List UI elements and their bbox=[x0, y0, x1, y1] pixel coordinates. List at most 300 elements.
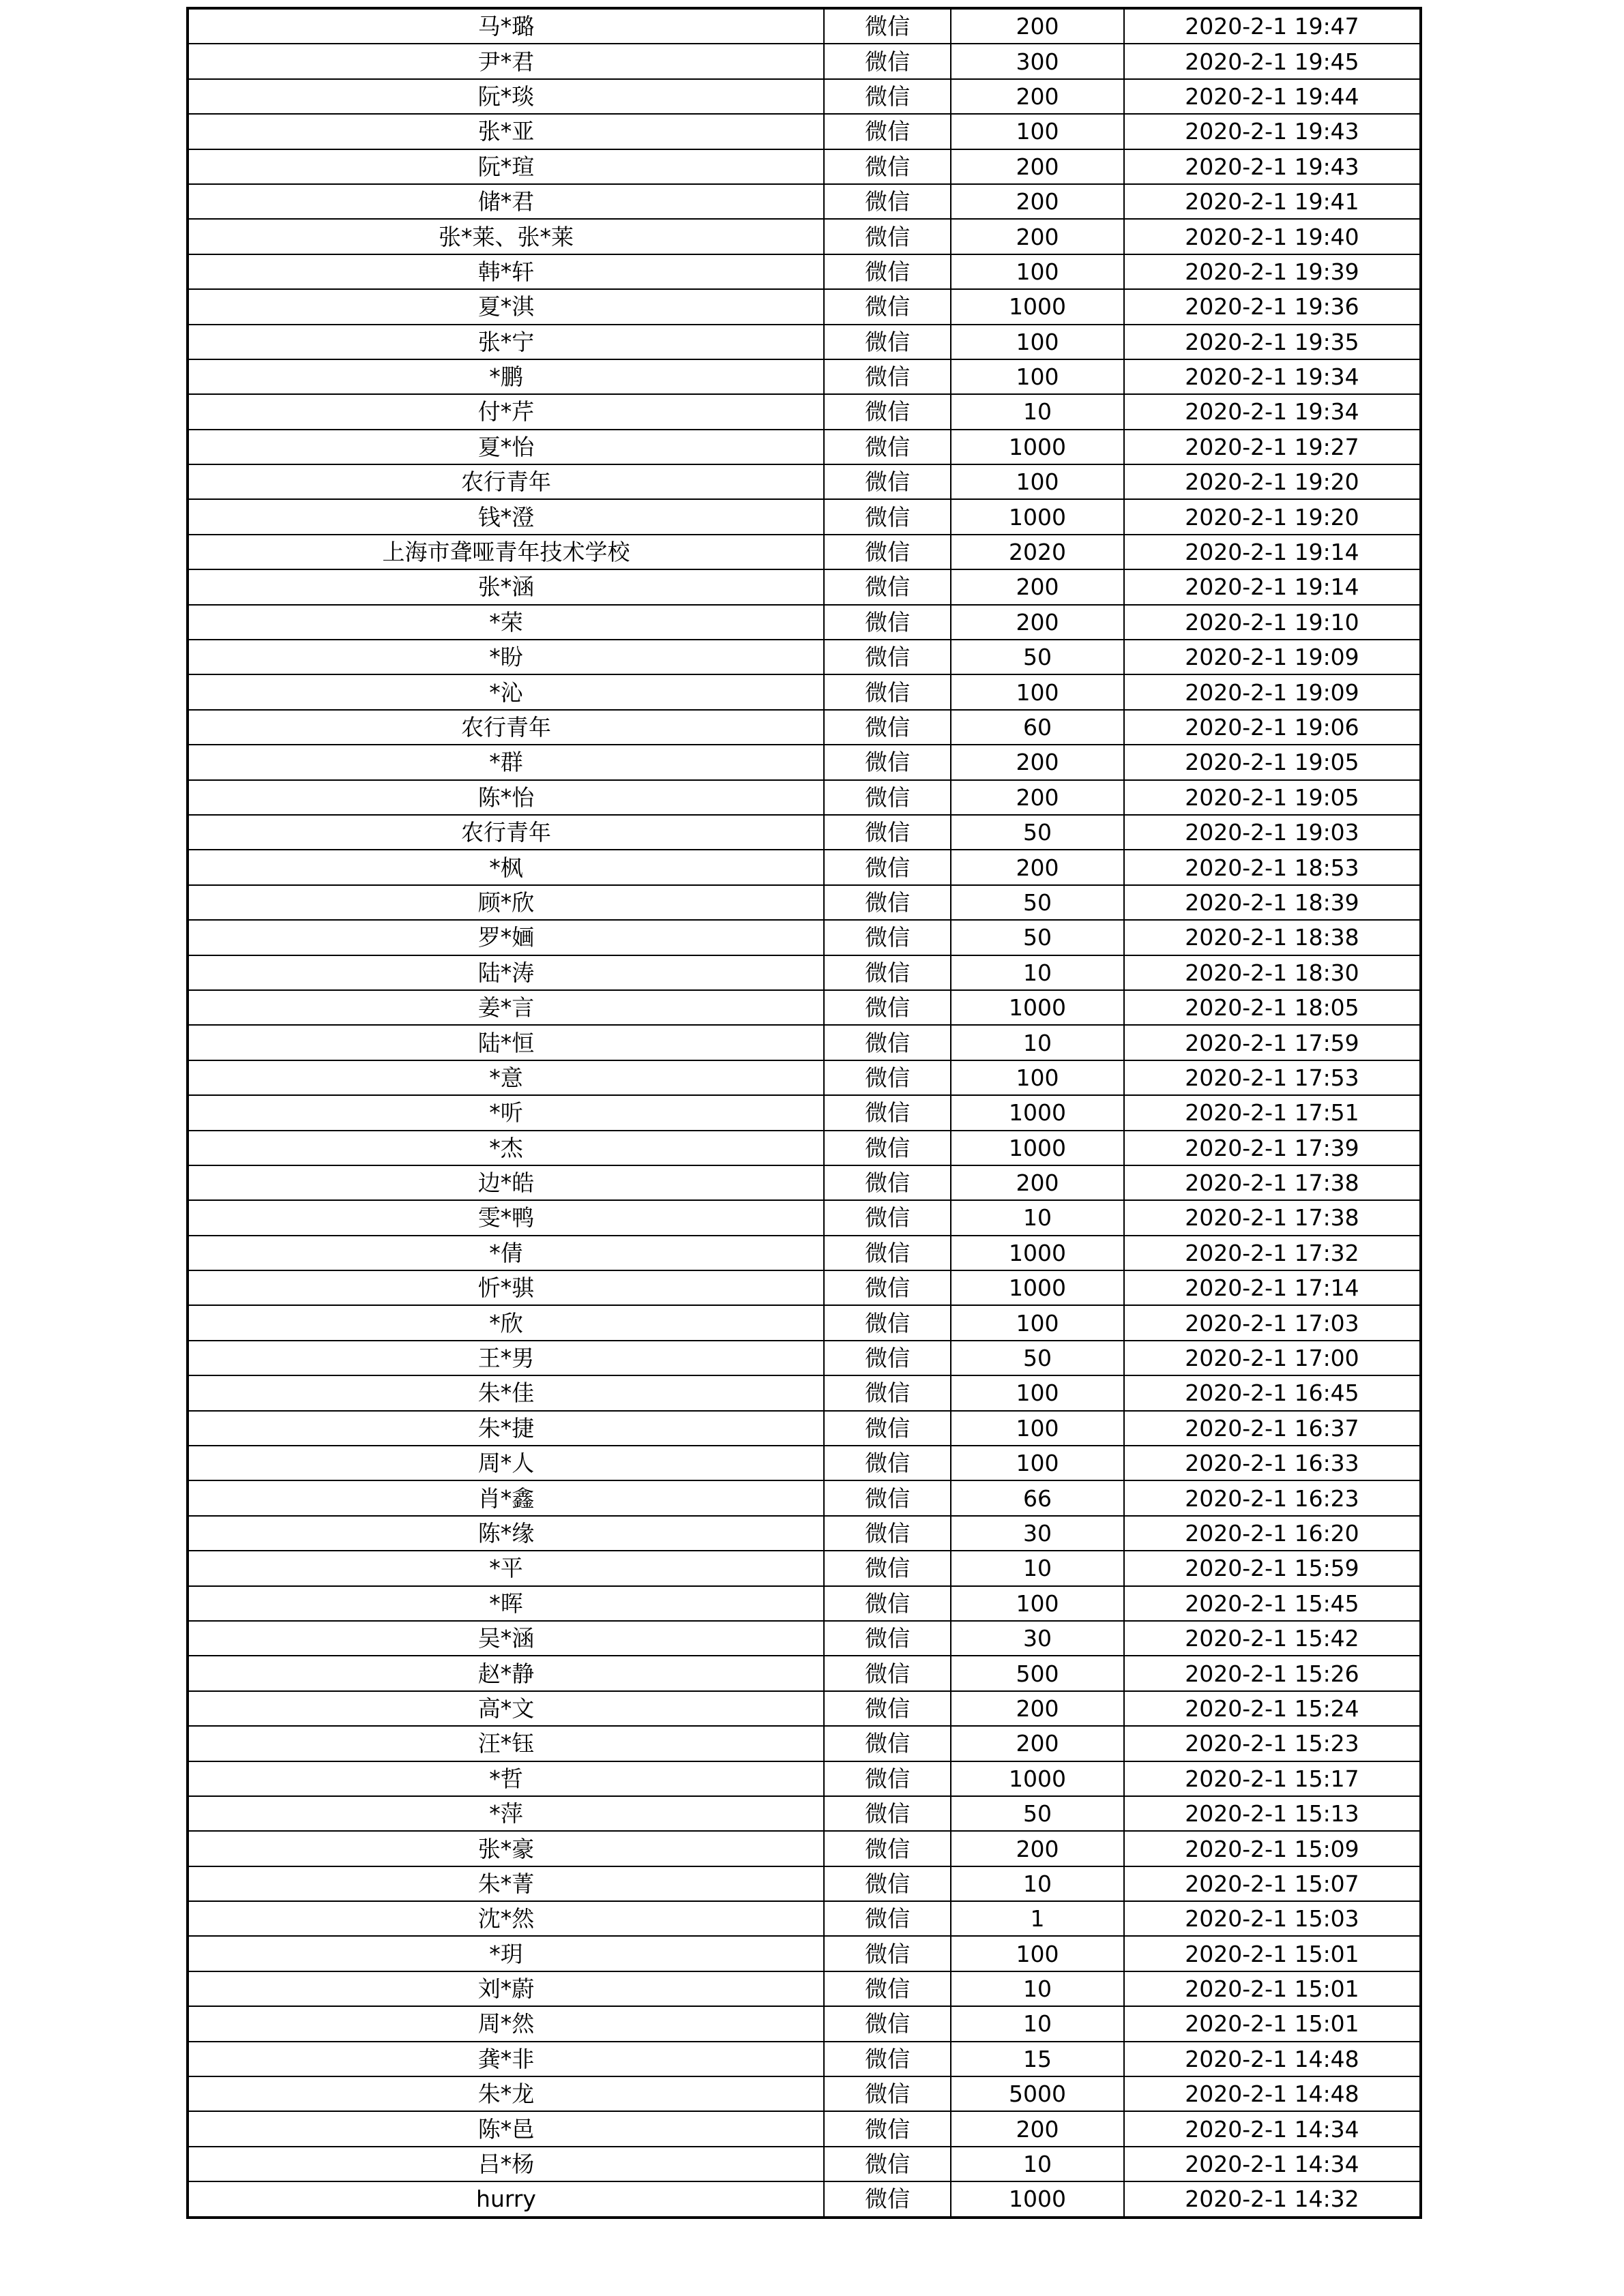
amount-cell: 50 bbox=[951, 920, 1124, 955]
amount-cell: 200 bbox=[951, 184, 1124, 219]
timestamp-cell: 2020-2-1 18:30 bbox=[1124, 955, 1421, 990]
table-row bbox=[188, 8, 1421, 44]
timestamp-cell: 2020-2-1 19:47 bbox=[1124, 8, 1421, 44]
payment-method-cell: 微信 bbox=[824, 2111, 951, 2146]
payment-method-cell: 微信 bbox=[824, 2076, 951, 2111]
payment-method-cell: 微信 bbox=[824, 920, 951, 955]
payment-method-cell: 微信 bbox=[824, 219, 951, 254]
table-row bbox=[188, 674, 1421, 709]
payment-method-cell: 微信 bbox=[824, 430, 951, 464]
timestamp-cell: 2020-2-1 17:38 bbox=[1124, 1200, 1421, 1235]
donor-name-cell: 钱*澄 bbox=[188, 499, 824, 534]
payment-method-cell: 微信 bbox=[824, 1551, 951, 1585]
table-row bbox=[188, 2076, 1421, 2111]
timestamp-cell: 2020-2-1 15:07 bbox=[1124, 1866, 1421, 1901]
amount-cell: 200 bbox=[951, 1831, 1124, 1866]
timestamp-cell: 2020-2-1 15:03 bbox=[1124, 1901, 1421, 1936]
table-row bbox=[188, 1446, 1421, 1480]
timestamp-cell: 2020-2-1 19:41 bbox=[1124, 184, 1421, 219]
donor-name-cell: 沈*然 bbox=[188, 1901, 824, 1936]
payment-method-cell: 微信 bbox=[824, 1131, 951, 1165]
payment-method-cell: 微信 bbox=[824, 640, 951, 674]
table-row bbox=[188, 605, 1421, 640]
donor-name-cell: 付*芹 bbox=[188, 394, 824, 429]
amount-cell: 50 bbox=[951, 815, 1124, 850]
table-row bbox=[188, 1025, 1421, 1060]
timestamp-cell: 2020-2-1 19:10 bbox=[1124, 605, 1421, 640]
table-row bbox=[188, 2181, 1421, 2217]
table-row bbox=[188, 289, 1421, 324]
table-row bbox=[188, 1726, 1421, 1761]
amount-cell: 10 bbox=[951, 1025, 1124, 1060]
table-row bbox=[188, 1621, 1421, 1656]
donor-name-cell: 朱*龙 bbox=[188, 2076, 824, 2111]
payment-method-cell: 微信 bbox=[824, 1586, 951, 1621]
table-row bbox=[188, 149, 1421, 184]
timestamp-cell: 2020-2-1 18:38 bbox=[1124, 920, 1421, 955]
table-row bbox=[188, 1691, 1421, 1726]
timestamp-cell: 2020-2-1 15:23 bbox=[1124, 1726, 1421, 1761]
table-row bbox=[188, 2006, 1421, 2041]
timestamp-cell: 2020-2-1 15:26 bbox=[1124, 1656, 1421, 1690]
donor-name-cell: 农行青年 bbox=[188, 464, 824, 499]
amount-cell: 2020 bbox=[951, 535, 1124, 569]
table-row bbox=[188, 219, 1421, 254]
timestamp-cell: 2020-2-1 15:01 bbox=[1124, 1936, 1421, 1971]
table-row bbox=[188, 815, 1421, 850]
amount-cell: 15 bbox=[951, 2042, 1124, 2076]
timestamp-cell: 2020-2-1 19:34 bbox=[1124, 394, 1421, 429]
donor-name-cell: 朱*菁 bbox=[188, 1866, 824, 1901]
donor-name-cell: 陈*缘 bbox=[188, 1516, 824, 1551]
amount-cell: 1000 bbox=[951, 990, 1124, 1025]
amount-cell: 100 bbox=[951, 325, 1124, 359]
donor-name-cell: *盼 bbox=[188, 640, 824, 674]
donor-name-cell: *听 bbox=[188, 1095, 824, 1130]
table-row bbox=[188, 535, 1421, 569]
amount-cell: 60 bbox=[951, 710, 1124, 745]
table-row bbox=[188, 1411, 1421, 1446]
amount-cell: 1000 bbox=[951, 2181, 1124, 2217]
donor-name-cell: 储*君 bbox=[188, 184, 824, 219]
table-row bbox=[188, 359, 1421, 394]
table-row bbox=[188, 499, 1421, 534]
amount-cell: 1000 bbox=[951, 1131, 1124, 1165]
donor-name-cell: 农行青年 bbox=[188, 710, 824, 745]
payment-method-cell: 微信 bbox=[824, 780, 951, 815]
payment-method-cell: 微信 bbox=[824, 325, 951, 359]
payment-method-cell: 微信 bbox=[824, 1305, 951, 1340]
amount-cell: 10 bbox=[951, 1551, 1124, 1585]
payment-method-cell: 微信 bbox=[824, 1375, 951, 1410]
table-row bbox=[188, 184, 1421, 219]
payment-method-cell: 微信 bbox=[824, 2181, 951, 2217]
amount-cell: 10 bbox=[951, 2006, 1124, 2041]
table-row bbox=[188, 569, 1421, 604]
timestamp-cell: 2020-2-1 14:48 bbox=[1124, 2042, 1421, 2076]
timestamp-cell: 2020-2-1 15:13 bbox=[1124, 1796, 1421, 1831]
payment-method-cell: 微信 bbox=[824, 955, 951, 990]
timestamp-cell: 2020-2-1 15:59 bbox=[1124, 1551, 1421, 1585]
donor-name-cell: 朱*捷 bbox=[188, 1411, 824, 1446]
amount-cell: 100 bbox=[951, 1375, 1124, 1410]
amount-cell: 300 bbox=[951, 44, 1124, 78]
table-row bbox=[188, 1761, 1421, 1796]
donor-name-cell: 马*璐 bbox=[188, 8, 824, 44]
donor-name-cell: 姜*言 bbox=[188, 990, 824, 1025]
payment-method-cell: 微信 bbox=[824, 1656, 951, 1690]
timestamp-cell: 2020-2-1 14:34 bbox=[1124, 2111, 1421, 2146]
amount-cell: 200 bbox=[951, 8, 1124, 44]
table-row bbox=[188, 745, 1421, 779]
payment-method-cell: 微信 bbox=[824, 394, 951, 429]
amount-cell: 200 bbox=[951, 1691, 1124, 1726]
timestamp-cell: 2020-2-1 15:24 bbox=[1124, 1691, 1421, 1726]
amount-cell: 10 bbox=[951, 2147, 1124, 2181]
table-row bbox=[188, 2111, 1421, 2146]
timestamp-cell: 2020-2-1 17:14 bbox=[1124, 1270, 1421, 1305]
timestamp-cell: 2020-2-1 15:42 bbox=[1124, 1621, 1421, 1656]
timestamp-cell: 2020-2-1 19:40 bbox=[1124, 219, 1421, 254]
table-row bbox=[188, 464, 1421, 499]
amount-cell: 1000 bbox=[951, 289, 1124, 324]
timestamp-cell: 2020-2-1 15:01 bbox=[1124, 1971, 1421, 2006]
table-row bbox=[188, 1971, 1421, 2006]
amount-cell: 500 bbox=[951, 1656, 1124, 1690]
amount-cell: 100 bbox=[951, 674, 1124, 709]
payment-method-cell: 微信 bbox=[824, 79, 951, 114]
payment-method-cell: 微信 bbox=[824, 1796, 951, 1831]
timestamp-cell: 2020-2-1 16:37 bbox=[1124, 1411, 1421, 1446]
payment-method-cell: 微信 bbox=[824, 535, 951, 569]
amount-cell: 10 bbox=[951, 394, 1124, 429]
table-row bbox=[188, 1270, 1421, 1305]
donor-name-cell: 上海市聋哑青年技术学校 bbox=[188, 535, 824, 569]
timestamp-cell: 2020-2-1 17:00 bbox=[1124, 1341, 1421, 1375]
timestamp-cell: 2020-2-1 19:43 bbox=[1124, 114, 1421, 149]
donor-name-cell: 高*文 bbox=[188, 1691, 824, 1726]
table-row bbox=[188, 1341, 1421, 1375]
donor-name-cell: 张*亚 bbox=[188, 114, 824, 149]
donor-name-cell: 陆*恒 bbox=[188, 1025, 824, 1060]
table-row bbox=[188, 2147, 1421, 2181]
table-row bbox=[188, 1586, 1421, 1621]
timestamp-cell: 2020-2-1 15:45 bbox=[1124, 1586, 1421, 1621]
payment-method-cell: 微信 bbox=[824, 1761, 951, 1796]
table-row bbox=[188, 920, 1421, 955]
donor-name-cell: 吕*杨 bbox=[188, 2147, 824, 2181]
payment-method-cell: 微信 bbox=[824, 1025, 951, 1060]
amount-cell: 1000 bbox=[951, 1761, 1124, 1796]
payment-method-cell: 微信 bbox=[824, 569, 951, 604]
donor-name-cell: 周*然 bbox=[188, 2006, 824, 2041]
donor-name-cell: 陈*怡 bbox=[188, 780, 824, 815]
donor-name-cell: 韩*轩 bbox=[188, 254, 824, 289]
table-row bbox=[188, 850, 1421, 884]
timestamp-cell: 2020-2-1 19:35 bbox=[1124, 325, 1421, 359]
table-row bbox=[188, 710, 1421, 745]
payment-method-cell: 微信 bbox=[824, 1901, 951, 1936]
payment-method-cell: 微信 bbox=[824, 605, 951, 640]
timestamp-cell: 2020-2-1 15:17 bbox=[1124, 1761, 1421, 1796]
timestamp-cell: 2020-2-1 19:09 bbox=[1124, 640, 1421, 674]
amount-cell: 100 bbox=[951, 1411, 1124, 1446]
timestamp-cell: 2020-2-1 19:20 bbox=[1124, 464, 1421, 499]
donor-name-cell: *玥 bbox=[188, 1936, 824, 1971]
donor-name-cell: 朱*佳 bbox=[188, 1375, 824, 1410]
timestamp-cell: 2020-2-1 17:38 bbox=[1124, 1165, 1421, 1200]
donation-table bbox=[186, 7, 1422, 2219]
payment-method-cell: 微信 bbox=[824, 815, 951, 850]
donor-name-cell: 张*涵 bbox=[188, 569, 824, 604]
payment-method-cell: 微信 bbox=[824, 1060, 951, 1095]
table-row bbox=[188, 1200, 1421, 1235]
donor-name-cell: *欣 bbox=[188, 1305, 824, 1340]
amount-cell: 50 bbox=[951, 1341, 1124, 1375]
donor-name-cell: *意 bbox=[188, 1060, 824, 1095]
donor-name-cell: 汪*钰 bbox=[188, 1726, 824, 1761]
payment-method-cell: 微信 bbox=[824, 1165, 951, 1200]
amount-cell: 10 bbox=[951, 955, 1124, 990]
timestamp-cell: 2020-2-1 19:44 bbox=[1124, 79, 1421, 114]
timestamp-cell: 2020-2-1 19:14 bbox=[1124, 535, 1421, 569]
table-row bbox=[188, 1305, 1421, 1340]
donor-name-cell: 顾*欣 bbox=[188, 885, 824, 920]
amount-cell: 50 bbox=[951, 885, 1124, 920]
table-row bbox=[188, 1866, 1421, 1901]
amount-cell: 100 bbox=[951, 464, 1124, 499]
payment-method-cell: 微信 bbox=[824, 499, 951, 534]
payment-method-cell: 微信 bbox=[824, 1831, 951, 1866]
timestamp-cell: 2020-2-1 19:27 bbox=[1124, 430, 1421, 464]
amount-cell: 1000 bbox=[951, 499, 1124, 534]
amount-cell: 100 bbox=[951, 1586, 1124, 1621]
table-row bbox=[188, 1901, 1421, 1936]
timestamp-cell: 2020-2-1 15:09 bbox=[1124, 1831, 1421, 1866]
payment-method-cell: 微信 bbox=[824, 464, 951, 499]
payment-method-cell: 微信 bbox=[824, 114, 951, 149]
amount-cell: 1000 bbox=[951, 1095, 1124, 1130]
donor-name-cell: *荣 bbox=[188, 605, 824, 640]
table-row bbox=[188, 990, 1421, 1025]
payment-method-cell: 微信 bbox=[824, 1200, 951, 1235]
payment-method-cell: 微信 bbox=[824, 1936, 951, 1971]
table-row bbox=[188, 780, 1421, 815]
donor-name-cell: *倩 bbox=[188, 1236, 824, 1270]
donor-name-cell: 龚*非 bbox=[188, 2042, 824, 2076]
payment-method-cell: 微信 bbox=[824, 289, 951, 324]
donor-name-cell: 陈*邑 bbox=[188, 2111, 824, 2146]
payment-method-cell: 微信 bbox=[824, 850, 951, 884]
timestamp-cell: 2020-2-1 19:05 bbox=[1124, 780, 1421, 815]
timestamp-cell: 2020-2-1 16:33 bbox=[1124, 1446, 1421, 1480]
payment-method-cell: 微信 bbox=[824, 1411, 951, 1446]
amount-cell: 5000 bbox=[951, 2076, 1124, 2111]
amount-cell: 66 bbox=[951, 1480, 1124, 1515]
payment-method-cell: 微信 bbox=[824, 1236, 951, 1270]
table-row bbox=[188, 325, 1421, 359]
payment-method-cell: 微信 bbox=[824, 359, 951, 394]
table-row bbox=[188, 1551, 1421, 1585]
amount-cell: 1000 bbox=[951, 430, 1124, 464]
payment-method-cell: 微信 bbox=[824, 990, 951, 1025]
timestamp-cell: 2020-2-1 19:39 bbox=[1124, 254, 1421, 289]
timestamp-cell: 2020-2-1 14:34 bbox=[1124, 2147, 1421, 2181]
amount-cell: 100 bbox=[951, 114, 1124, 149]
timestamp-cell: 2020-2-1 16:23 bbox=[1124, 1480, 1421, 1515]
payment-method-cell: 微信 bbox=[824, 674, 951, 709]
donor-name-cell: *鹏 bbox=[188, 359, 824, 394]
timestamp-cell: 2020-2-1 19:09 bbox=[1124, 674, 1421, 709]
payment-method-cell: 微信 bbox=[824, 1726, 951, 1761]
timestamp-cell: 2020-2-1 19:43 bbox=[1124, 149, 1421, 184]
payment-method-cell: 微信 bbox=[824, 1691, 951, 1726]
payment-method-cell: 微信 bbox=[824, 745, 951, 779]
payment-method-cell: 微信 bbox=[824, 1866, 951, 1901]
timestamp-cell: 2020-2-1 18:05 bbox=[1124, 990, 1421, 1025]
table-row bbox=[188, 44, 1421, 78]
payment-method-cell: 微信 bbox=[824, 1446, 951, 1480]
amount-cell: 200 bbox=[951, 745, 1124, 779]
amount-cell: 30 bbox=[951, 1516, 1124, 1551]
table-row bbox=[188, 885, 1421, 920]
donor-name-cell: 刘*蔚 bbox=[188, 1971, 824, 2006]
payment-method-cell: 微信 bbox=[824, 885, 951, 920]
payment-method-cell: 微信 bbox=[824, 1516, 951, 1551]
amount-cell: 100 bbox=[951, 359, 1124, 394]
timestamp-cell: 2020-2-1 16:20 bbox=[1124, 1516, 1421, 1551]
amount-cell: 10 bbox=[951, 1971, 1124, 2006]
timestamp-cell: 2020-2-1 15:01 bbox=[1124, 2006, 1421, 2041]
donor-name-cell: 赵*静 bbox=[188, 1656, 824, 1690]
payment-method-cell: 微信 bbox=[824, 2006, 951, 2041]
table-row bbox=[188, 1165, 1421, 1200]
payment-method-cell: 微信 bbox=[824, 1270, 951, 1305]
amount-cell: 200 bbox=[951, 605, 1124, 640]
donor-name-cell: 尹*君 bbox=[188, 44, 824, 78]
amount-cell: 50 bbox=[951, 640, 1124, 674]
donor-name-cell: 夏*怡 bbox=[188, 430, 824, 464]
table-row bbox=[188, 430, 1421, 464]
table-row bbox=[188, 394, 1421, 429]
donor-name-cell: 吴*涵 bbox=[188, 1621, 824, 1656]
table-row bbox=[188, 1796, 1421, 1831]
amount-cell: 100 bbox=[951, 1305, 1124, 1340]
table-row bbox=[188, 1480, 1421, 1515]
donation-table-body bbox=[188, 8, 1421, 2218]
donor-name-cell: 陆*涛 bbox=[188, 955, 824, 990]
amount-cell: 10 bbox=[951, 1866, 1124, 1901]
table-row bbox=[188, 640, 1421, 674]
amount-cell: 200 bbox=[951, 1726, 1124, 1761]
payment-method-cell: 微信 bbox=[824, 44, 951, 78]
timestamp-cell: 2020-2-1 17:53 bbox=[1124, 1060, 1421, 1095]
table-row bbox=[188, 1236, 1421, 1270]
amount-cell: 200 bbox=[951, 850, 1124, 884]
table-row bbox=[188, 254, 1421, 289]
amount-cell: 200 bbox=[951, 149, 1124, 184]
donor-name-cell: *晖 bbox=[188, 1586, 824, 1621]
donor-name-cell: *平 bbox=[188, 1551, 824, 1585]
payment-method-cell: 微信 bbox=[824, 8, 951, 44]
table-row bbox=[188, 1375, 1421, 1410]
table-row bbox=[188, 1060, 1421, 1095]
table-row bbox=[188, 1936, 1421, 1971]
donor-name-cell: 阮*琰 bbox=[188, 79, 824, 114]
timestamp-cell: 2020-2-1 17:59 bbox=[1124, 1025, 1421, 1060]
payment-method-cell: 微信 bbox=[824, 710, 951, 745]
amount-cell: 200 bbox=[951, 219, 1124, 254]
table-row bbox=[188, 114, 1421, 149]
donor-name-cell: *萍 bbox=[188, 1796, 824, 1831]
payment-method-cell: 微信 bbox=[824, 1621, 951, 1656]
donor-name-cell: 张*宁 bbox=[188, 325, 824, 359]
amount-cell: 200 bbox=[951, 780, 1124, 815]
payment-method-cell: 微信 bbox=[824, 2042, 951, 2076]
timestamp-cell: 2020-2-1 17:32 bbox=[1124, 1236, 1421, 1270]
donor-name-cell: 张*莱、张*莱 bbox=[188, 219, 824, 254]
payment-method-cell: 微信 bbox=[824, 1971, 951, 2006]
donor-name-cell: 阮*瑄 bbox=[188, 149, 824, 184]
donor-name-cell: *杰 bbox=[188, 1131, 824, 1165]
payment-method-cell: 微信 bbox=[824, 149, 951, 184]
timestamp-cell: 2020-2-1 19:36 bbox=[1124, 289, 1421, 324]
donor-name-cell: 王*男 bbox=[188, 1341, 824, 1375]
amount-cell: 50 bbox=[951, 1796, 1124, 1831]
timestamp-cell: 2020-2-1 19:34 bbox=[1124, 359, 1421, 394]
payment-method-cell: 微信 bbox=[824, 1095, 951, 1130]
timestamp-cell: 2020-2-1 19:06 bbox=[1124, 710, 1421, 745]
table-row bbox=[188, 1516, 1421, 1551]
payment-method-cell: 微信 bbox=[824, 1341, 951, 1375]
donor-name-cell: *枫 bbox=[188, 850, 824, 884]
donor-name-cell: 周*人 bbox=[188, 1446, 824, 1480]
amount-cell: 10 bbox=[951, 1200, 1124, 1235]
donor-name-cell: hurry bbox=[188, 2181, 824, 2217]
timestamp-cell: 2020-2-1 19:20 bbox=[1124, 499, 1421, 534]
donor-name-cell: 农行青年 bbox=[188, 815, 824, 850]
payment-method-cell: 微信 bbox=[824, 184, 951, 219]
table-row bbox=[188, 1656, 1421, 1690]
amount-cell: 100 bbox=[951, 1936, 1124, 1971]
donor-name-cell: 张*豪 bbox=[188, 1831, 824, 1866]
amount-cell: 100 bbox=[951, 1060, 1124, 1095]
payment-method-cell: 微信 bbox=[824, 2147, 951, 2181]
timestamp-cell: 2020-2-1 18:39 bbox=[1124, 885, 1421, 920]
donor-name-cell: 罗*婳 bbox=[188, 920, 824, 955]
donor-name-cell: *哲 bbox=[188, 1761, 824, 1796]
donor-name-cell: *群 bbox=[188, 745, 824, 779]
table-row bbox=[188, 1831, 1421, 1866]
timestamp-cell: 2020-2-1 16:45 bbox=[1124, 1375, 1421, 1410]
payment-method-cell: 微信 bbox=[824, 254, 951, 289]
amount-cell: 100 bbox=[951, 1446, 1124, 1480]
table-row bbox=[188, 1131, 1421, 1165]
table-row bbox=[188, 2042, 1421, 2076]
table-row bbox=[188, 1095, 1421, 1130]
payment-method-cell: 微信 bbox=[824, 1480, 951, 1515]
timestamp-cell: 2020-2-1 19:05 bbox=[1124, 745, 1421, 779]
amount-cell: 1000 bbox=[951, 1270, 1124, 1305]
timestamp-cell: 2020-2-1 17:51 bbox=[1124, 1095, 1421, 1130]
table-row bbox=[188, 955, 1421, 990]
timestamp-cell: 2020-2-1 19:03 bbox=[1124, 815, 1421, 850]
amount-cell: 200 bbox=[951, 79, 1124, 114]
amount-cell: 1000 bbox=[951, 1236, 1124, 1270]
donor-name-cell: 忻*骐 bbox=[188, 1270, 824, 1305]
donor-name-cell: 夏*淇 bbox=[188, 289, 824, 324]
amount-cell: 200 bbox=[951, 2111, 1124, 2146]
